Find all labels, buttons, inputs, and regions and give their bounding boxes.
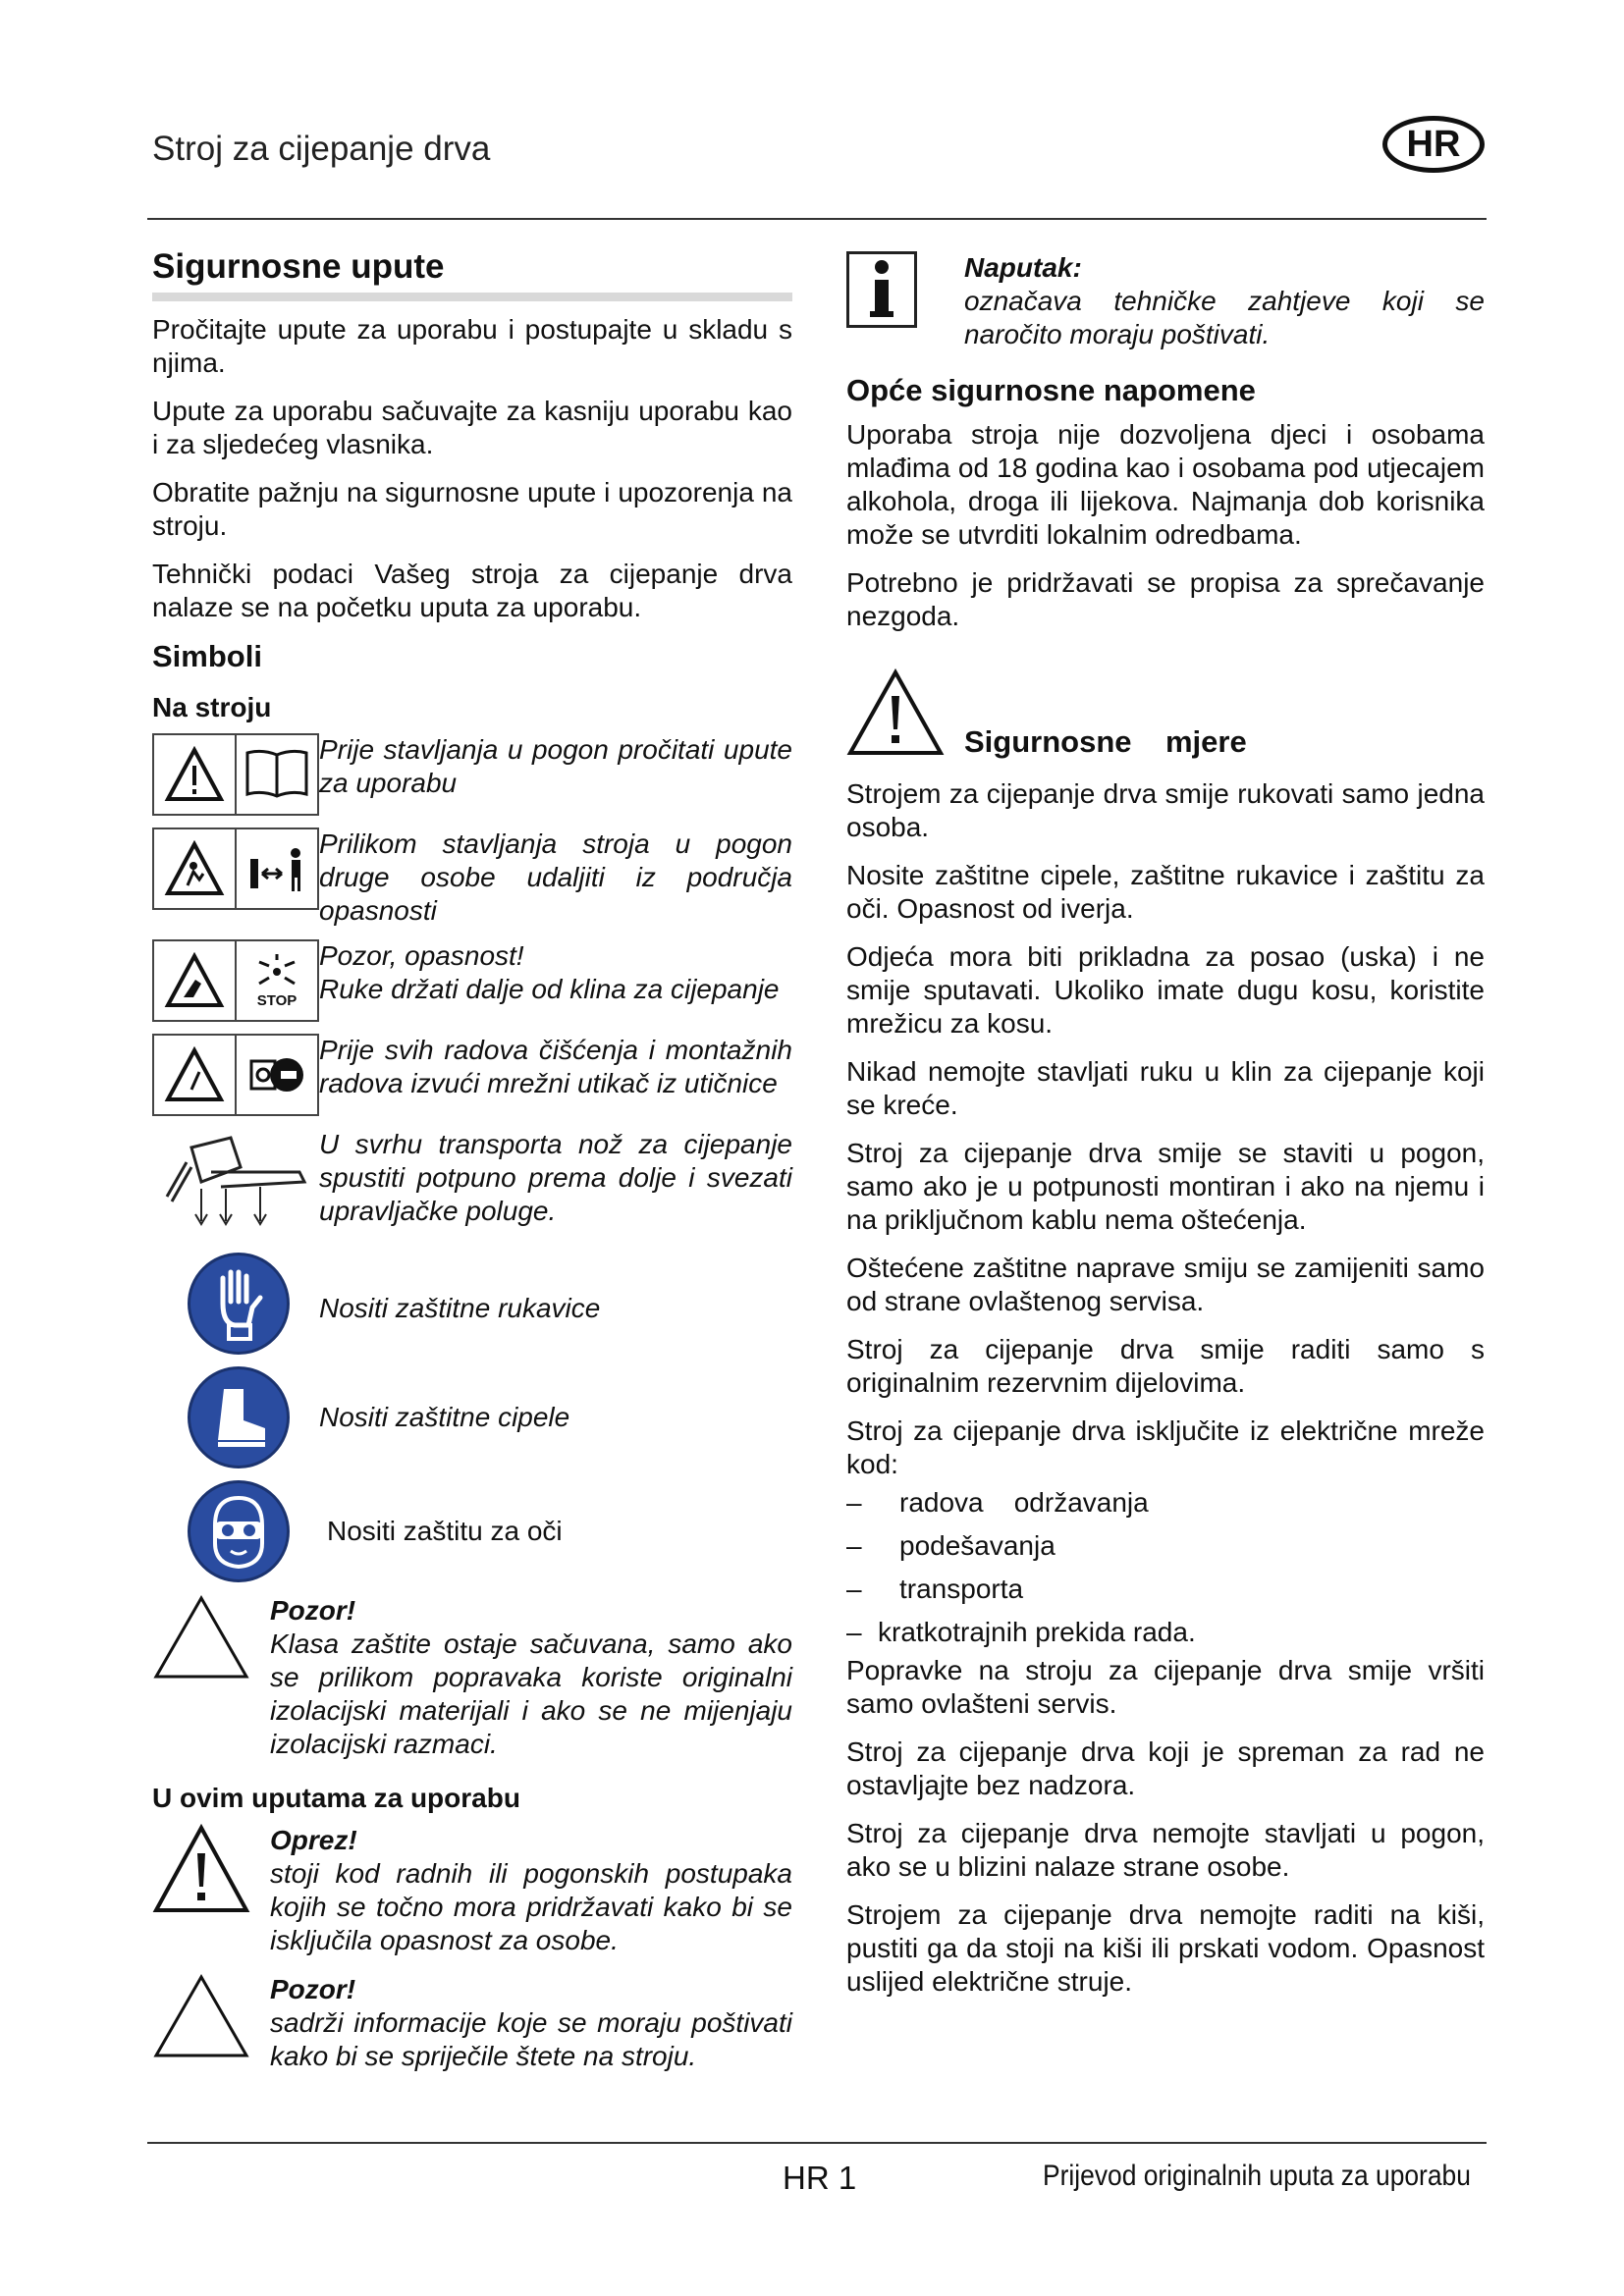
transport-icon <box>152 1128 314 1236</box>
list-item-text: podešavanja <box>899 1530 1056 1561</box>
safety-measures-title: Sigurnosne mjere <box>964 724 1247 759</box>
symbol-row <box>152 1366 792 1468</box>
paragraph: Upute za uporabu sačuvajte za kasniju uporabu kao i za sljedećeg vlasnika. <box>152 396 792 459</box>
symbol-text-line: Pozor, opasnost! <box>319 940 524 971</box>
paragraph: Odjeća mora biti prikladna za posao (uska) i ne smije sputavati. Ukoliko imate dugu kosu, koristite mrežicu za kosu. <box>846 941 1485 1039</box>
paragraph: Obratite pažnju na sigurnosne upute i upozorenja na stroju. <box>152 477 792 541</box>
boots-icon <box>188 1366 290 1468</box>
general-safety-title: Opće sigurnosne napomene <box>846 373 1256 407</box>
header-divider <box>147 218 1487 220</box>
naputak-note <box>846 251 1485 351</box>
pozor-note <box>152 1594 792 1761</box>
paragraph: Strojem za cijepanje drva smije rukovati samo jedna osoba. <box>846 778 1485 842</box>
stop-label: STOP <box>256 992 298 1009</box>
paragraph: Stroj za cijepanje drva isključite iz električne mreže kod: <box>846 1415 1485 1479</box>
symbol-text: Prije stavljanja u pogon pročitati upute za uporabu <box>319 734 792 798</box>
symbol-text: Prilikom stavljanja stroja u pogon druge osobe udaljiti iz područja opasnosti <box>319 828 792 926</box>
pozor2-note <box>152 1973 792 2073</box>
note-text: označava tehničke zahtjeve koji se naročito moraju poštivati. <box>964 286 1485 349</box>
paragraph: Stroj za cijepanje drva nemojte stavljati u pogon, ako se u blizini nalaze strane osobe. <box>846 1818 1485 1882</box>
symbol-row <box>152 939 792 1022</box>
measures-heading <box>846 668 1485 762</box>
symbol-text-line: Ruke držati dalje od klina za cijepanje <box>319 974 780 1004</box>
list-item-text: kratkotrajnih prekida rada. <box>878 1617 1196 1647</box>
page-title: Stroj za cijepanje drva <box>152 130 491 168</box>
symbol-text: Nositi zaštitne cipele <box>319 1402 570 1432</box>
note-title: Oprez! <box>270 1825 357 1855</box>
section-title-safety: Sigurnosne upute <box>152 247 792 301</box>
caution-triangle-icon <box>152 1973 250 2059</box>
warning-triangle-icon <box>152 1824 250 1914</box>
list-item: – radova održavanja <box>846 1487 1149 1518</box>
language-badge: HR <box>1382 116 1485 173</box>
note-text: stoji kod radnih ili pogonskih postupaka kojih se točno mora pridržavati kako bi se isključila opasnost za osobe. <box>270 1858 792 1955</box>
paragraph: Nosite zaštitne cipele, zaštitne rukavice i zaštitu za oči. Opasnost od iverja. <box>846 860 1485 924</box>
symbol-text: Prije svih radova čišćenja i montažnih radova izvući mrežni utikač iz utičnice <box>319 1035 792 1098</box>
paragraph: Tehnički podaci Vašeg stroja za cijepanje drva nalaze se na početku uputa za uporabu. <box>152 559 792 622</box>
disconnect-list <box>846 1481 1485 1654</box>
paragraph: Popravke na stroju za cijepanje drva smije vršiti samo ovlašteni servis. <box>846 1655 1485 1719</box>
paragraph: Stroj za cijepanje drva smije raditi samo s originalnim rezervnim dijelovima. <box>846 1334 1485 1398</box>
list-item-text: transporta <box>899 1574 1024 1604</box>
note-text: sadrži informacije koje se moraju poštivati kako bi se spriječile štete na stroju. <box>270 2007 792 2071</box>
on-machine-title: Na stroju <box>152 692 272 722</box>
symbol-text: Nositi zaštitu za oči <box>327 1516 563 1546</box>
footer-note: Prijevod originalnih uputa za uporabu <box>1043 2160 1471 2192</box>
paragraph: Stroj za cijepanje drva koji je spreman za rad ne ostavljajte bez nadzora. <box>846 1736 1485 1800</box>
symbol-text <box>319 939 792 1006</box>
note-title: Pozor! <box>270 1595 356 1626</box>
page-number: HR 1 <box>783 2160 857 2196</box>
warning-distance-icon <box>152 828 319 910</box>
symbol-row <box>152 1480 792 1582</box>
paragraph: Nikad nemojte stavljati ruku u klin za cijepanje koji se kreće. <box>846 1056 1485 1120</box>
oprez-note <box>152 1824 792 1957</box>
caution-triangle-icon <box>152 1594 250 1681</box>
symbol-row <box>152 733 792 816</box>
goggles-icon <box>188 1480 290 1582</box>
symbol-row <box>152 828 792 928</box>
symbol-text: U svrhu transporta nož za cijepanje spustiti potpuno prema dolje i svezati upravljačke poluge. <box>319 1129 792 1226</box>
symbols-title: Simboli <box>152 639 262 673</box>
list-item: – kratkotrajnih prekida rada. <box>846 1617 1196 1647</box>
note-text: Klasa zaštite ostaje sačuvana, samo ako se prilikom popravaka koriste originalni izolacijski materijali i ako se ne mijenjaju izolacijski razmaci. <box>270 1629 792 1759</box>
list-item: – podešavanja <box>846 1530 1056 1561</box>
list-item-text: radova održavanja <box>899 1487 1149 1518</box>
warning-hands-icon <box>152 939 319 1022</box>
manual-title: U ovim uputama za uporabu <box>152 1783 520 1813</box>
info-icon <box>846 251 917 328</box>
symbol-row <box>152 1128 792 1241</box>
left-column <box>152 236 792 2089</box>
symbol-row <box>152 1034 792 1116</box>
paragraph: Potrebno je pridržavati se propisa za sprečavanje nezgoda. <box>846 567 1485 631</box>
paragraph: Stroj za cijepanje drva smije se staviti u pogon, samo ako je u potpunosti montiran i ako na njemu i na priključnom kablu nema oštećenja. <box>846 1138 1485 1235</box>
warning-triangle-icon <box>846 668 945 757</box>
note-title: Naputak: <box>964 252 1082 283</box>
footer-divider <box>147 2142 1487 2144</box>
note-title: Pozor! <box>270 1974 356 2004</box>
paragraph: Oštećene zaštitne naprave smiju se zamijeniti samo od strane ovlaštenog servisa. <box>846 1253 1485 1316</box>
warning-unplug-icon <box>152 1034 319 1116</box>
paragraph: Uporaba stroja nije dozvoljena djeci i osobama mlađima od 18 godina kao i osobama pod utjecajem alkohola, droga ili lijekova. Najmanja dob korisnika može se utvrditi lokalnim odredbama. <box>846 419 1485 550</box>
symbol-row <box>152 1253 792 1355</box>
gloves-icon <box>188 1253 290 1355</box>
paragraph: Strojem za cijepanje drva nemojte raditi na kiši, pustiti ga da stoji na kiši ili prskati vodom. Opasnost uslijed električne struje. <box>846 1899 1485 1997</box>
symbol-text: Nositi zaštitne rukavice <box>319 1293 601 1323</box>
warning-manual-icon <box>152 733 319 816</box>
paragraph: Pročitajte upute za uporabu i postupajte u skladu s njima. <box>152 314 792 378</box>
list-item: – transporta <box>846 1574 1024 1604</box>
right-column <box>846 251 1485 2013</box>
